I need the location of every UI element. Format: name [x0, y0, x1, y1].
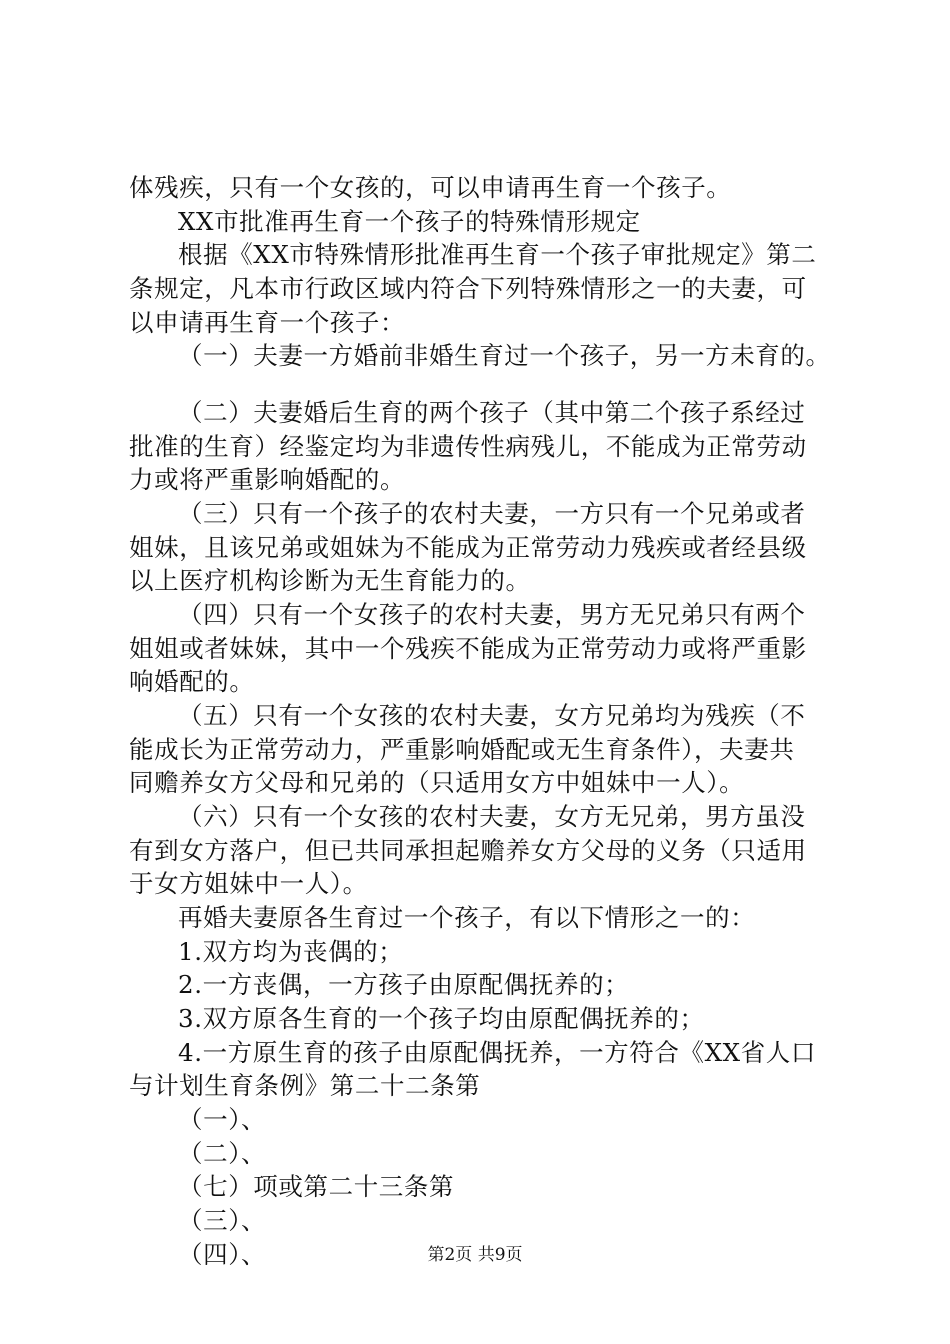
text-line-23: 1.双方均为丧偶的； — [178, 937, 404, 966]
text-line-22: 再婚夫妻原各生育过一个孩子，有以下情形之一的： — [178, 903, 756, 932]
text-line-21: 于女方姐妹中一人）。 — [129, 869, 368, 898]
text-line-14: 姐姐或者妹妹，其中一个残疾不能成为正常劳动力或将严重影 — [129, 634, 807, 663]
text-line-11: 姐妹，且该兄弟或姐妹为不能成为正常劳动力残疾或者经县级 — [129, 533, 807, 562]
text-line-4: 条规定，凡本市行政区域内符合下列特殊情形之一的夫妻，可 — [129, 274, 807, 303]
text-line-6: （一）夫妻一方婚前非婚生育过一个孩子，另一方未育的。 — [178, 341, 831, 370]
text-line-2: XX市批准再生育一个孩子的特殊情形规定 — [178, 207, 641, 236]
text-line-20: 有到女方落户，但已共同承担起赡养女方父母的义务（只适用 — [129, 836, 807, 865]
text-line-9: 力或将严重影响婚配的。 — [129, 465, 406, 494]
text-line-27: 与计划生育条例》第二十二条第 — [129, 1071, 481, 1100]
text-line-18: 同赡养女方父母和兄弟的（只适用女方中姐妹中一人）。 — [129, 768, 745, 797]
text-line-5: 以申请再生育一个孩子： — [129, 308, 406, 337]
text-line-10: （三）只有一个孩子的农村夫妻，一方只有一个兄弟或者 — [178, 499, 806, 528]
text-line-29: （二）、 — [178, 1139, 267, 1168]
text-line-24: 2.一方丧偶，一方孩子由原配偶抚养的； — [178, 970, 630, 999]
text-line-13: （四）只有一个女孩子的农村夫妻，男方无兄弟只有两个 — [178, 600, 806, 629]
text-line-30: （七）项或第二十三条第 — [178, 1172, 455, 1201]
text-line-25: 3.双方原各生育的一个孩子均由原配偶抚养的； — [178, 1004, 705, 1033]
text-line-12: 以上医疗机构诊断为无生育能力的。 — [129, 566, 531, 595]
page-footer: 第2页 共9页 — [427, 1245, 523, 1265]
text-line-19: （六）只有一个女孩的农村夫妻，女方无兄弟，男方虽没 — [178, 802, 806, 831]
text-line-3: 根据《XX市特殊情形批准再生育一个孩子审批规定》第二 — [178, 240, 817, 269]
text-line-31: （三）、 — [178, 1206, 267, 1235]
text-line-17: 能成长为正常劳动力，严重影响婚配或无生育条件），夫妻共 — [129, 735, 795, 764]
text-line-8: 批准的生育）经鉴定均为非遗传性病残儿，不能成为正常劳动 — [129, 432, 807, 461]
text-line-28: （一）、 — [178, 1105, 267, 1134]
text-line-26: 4.一方原生育的孩子由原配偶抚养，一方符合《XX省人口 — [178, 1038, 816, 1067]
text-line-1: 体残疾，只有一个女孩的，可以申请再生育一个孩子。 — [129, 173, 732, 202]
text-line-32: （四）、 — [178, 1240, 267, 1269]
text-line-16: （五）只有一个女孩的农村夫妻，女方兄弟均为残疾（不 — [178, 701, 806, 730]
text-line-15: 响婚配的。 — [129, 667, 255, 696]
text-line-7: （二）夫妻婚后生育的两个孩子（其中第二个孩子系经过 — [178, 398, 806, 427]
